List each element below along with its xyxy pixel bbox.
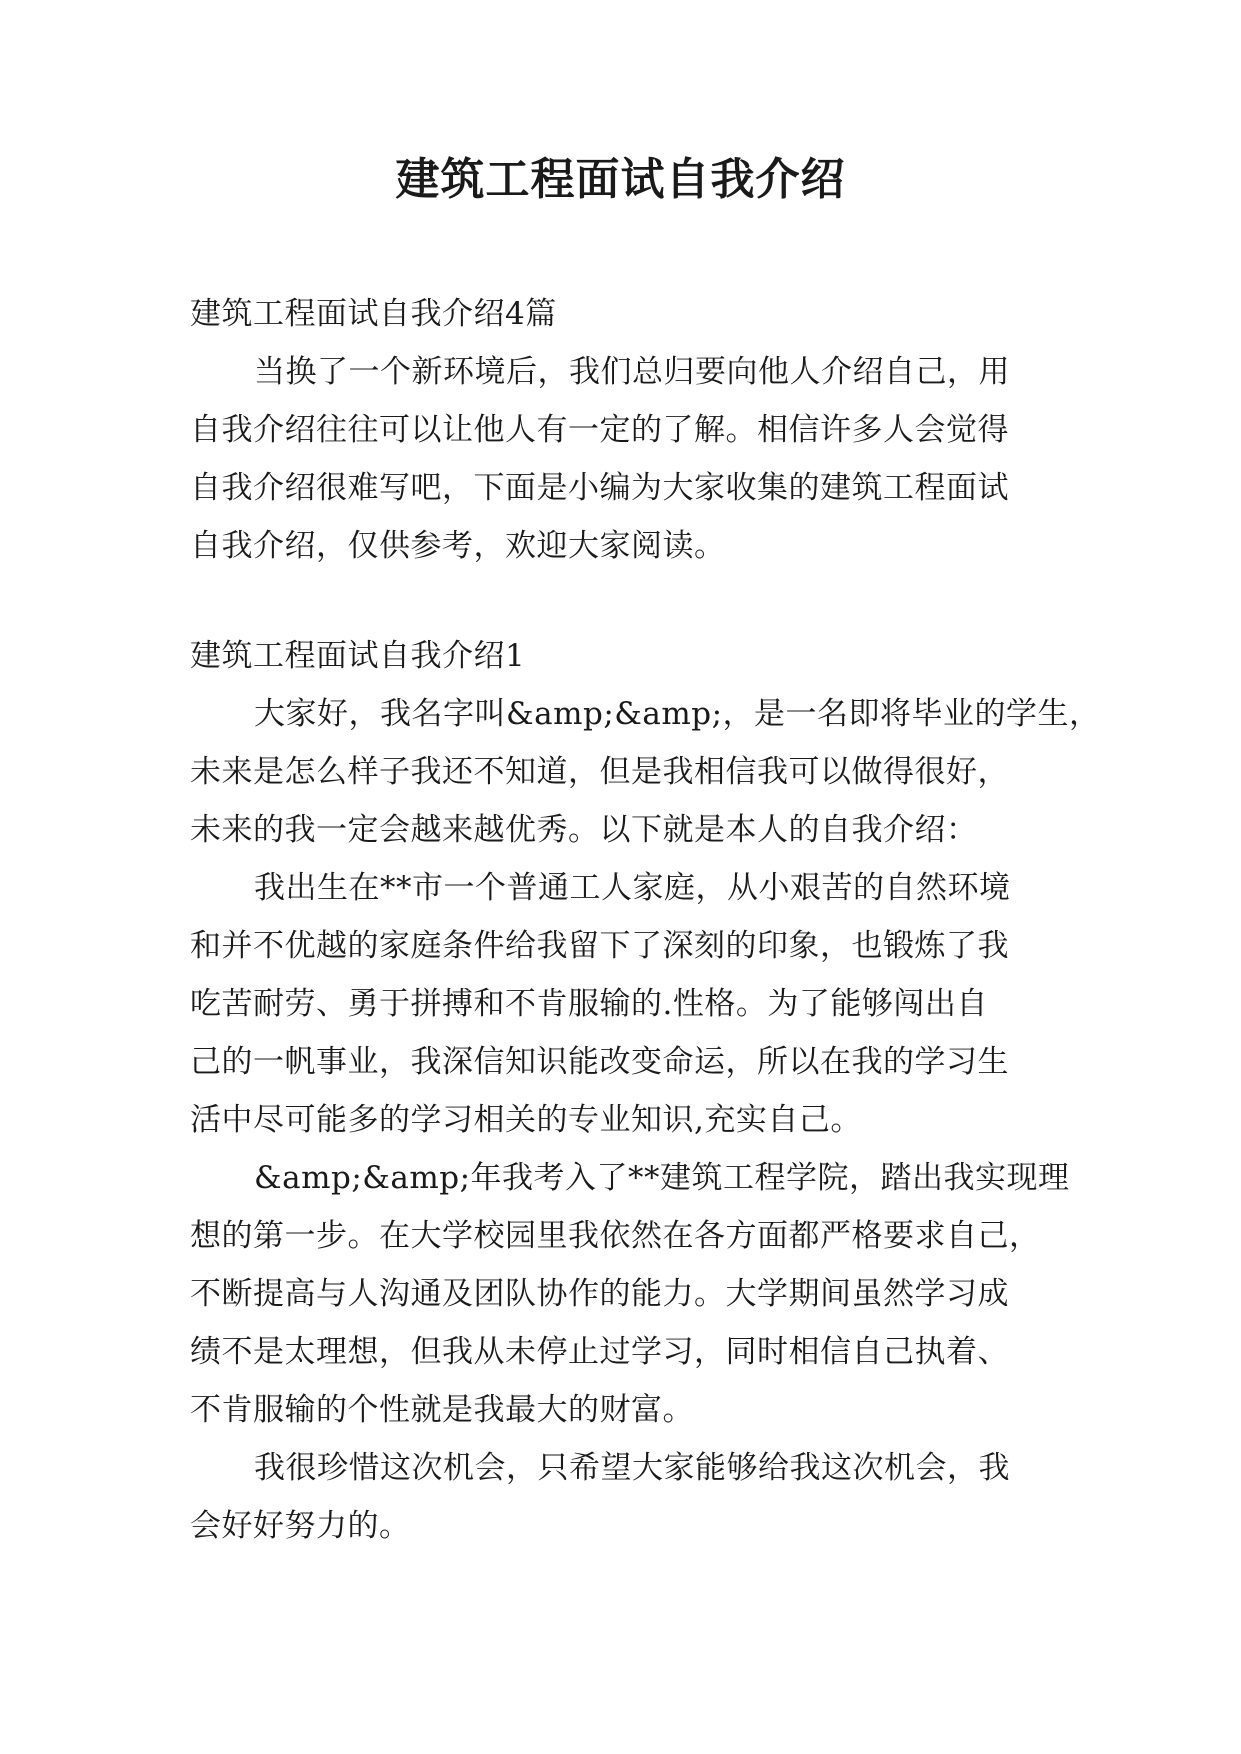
paragraph-line: 会好好努力的。 xyxy=(190,1508,411,1544)
document-body xyxy=(190,285,1101,1555)
paragraph-line: 不断提高与人沟通及团队协作的能力。大学期间虽然学习成 xyxy=(190,1276,1009,1312)
paragraph-line: 吃苦耐劳、勇于拼搏和不肯服输的.性格。为了能够闯出自 xyxy=(190,986,988,1022)
paragraph-line: 未来是怎么样子我还不知道，但是我相信我可以做得很好， xyxy=(190,754,1009,790)
paragraph-line: 自我介绍，仅供参考，欢迎大家阅读。 xyxy=(190,528,726,564)
paragraph-line: 想的第一步。在大学校园里我依然在各方面都严格要求自己， xyxy=(190,1218,1041,1254)
paragraph-line: 绩不是太理想，但我从未停止过学习，同时相信自己执着、 xyxy=(190,1334,1009,1370)
paragraph-4 xyxy=(190,1439,1060,1555)
paragraph-line: 活中尽可能多的学习相关的专业知识,充实自己。 xyxy=(190,1102,862,1138)
intro-paragraph xyxy=(190,343,1060,575)
paragraph-1 xyxy=(190,685,1101,859)
paragraph-line: 不肯服输的个性就是我最大的财富。 xyxy=(190,1392,694,1428)
document-title: 建筑工程面试自我介绍 xyxy=(395,154,846,205)
paragraph-line: 我出生在**市一个普通工人家庭，从小艰苦的自然环境 xyxy=(254,870,1011,906)
paragraph-line: 我很珍惜这次机会，只希望大家能够给我这次机会，我 xyxy=(254,1450,1010,1486)
paragraph-2 xyxy=(190,859,1060,1149)
document-subtitle: 建筑工程面试自我介绍4篇 xyxy=(190,296,557,332)
paragraph-3 xyxy=(190,1149,1070,1439)
paragraph-line: 自我介绍往往可以让他人有一定的了解。相信许多人会觉得 xyxy=(190,412,1009,448)
paragraph-line: 大家好，我名字叫&amp;&amp;，是一名即将毕业的学生， xyxy=(254,696,1101,732)
paragraph-line: 未来的我一定会越来越优秀。以下就是本人的自我介绍： xyxy=(190,812,978,848)
paragraph-line: 自我介绍很难写吧，下面是小编为大家收集的建筑工程面试 xyxy=(190,470,1009,506)
paragraph-line: 己的一帆事业，我深信知识能改变命运，所以在我的学习生 xyxy=(190,1044,1009,1080)
paragraph-line: 当换了一个新环境后，我们总归要向他人介绍自己，用 xyxy=(254,354,1010,390)
section-heading: 建筑工程面试自我介绍1 xyxy=(190,638,526,674)
section-spacer xyxy=(190,575,1060,627)
paragraph-line: &amp;&amp;年我考入了**建筑工程学院，踏出我实现理 xyxy=(254,1160,1070,1196)
paragraph-line: 和并不优越的家庭条件给我留下了深刻的印象，也锻炼了我 xyxy=(190,928,1009,964)
